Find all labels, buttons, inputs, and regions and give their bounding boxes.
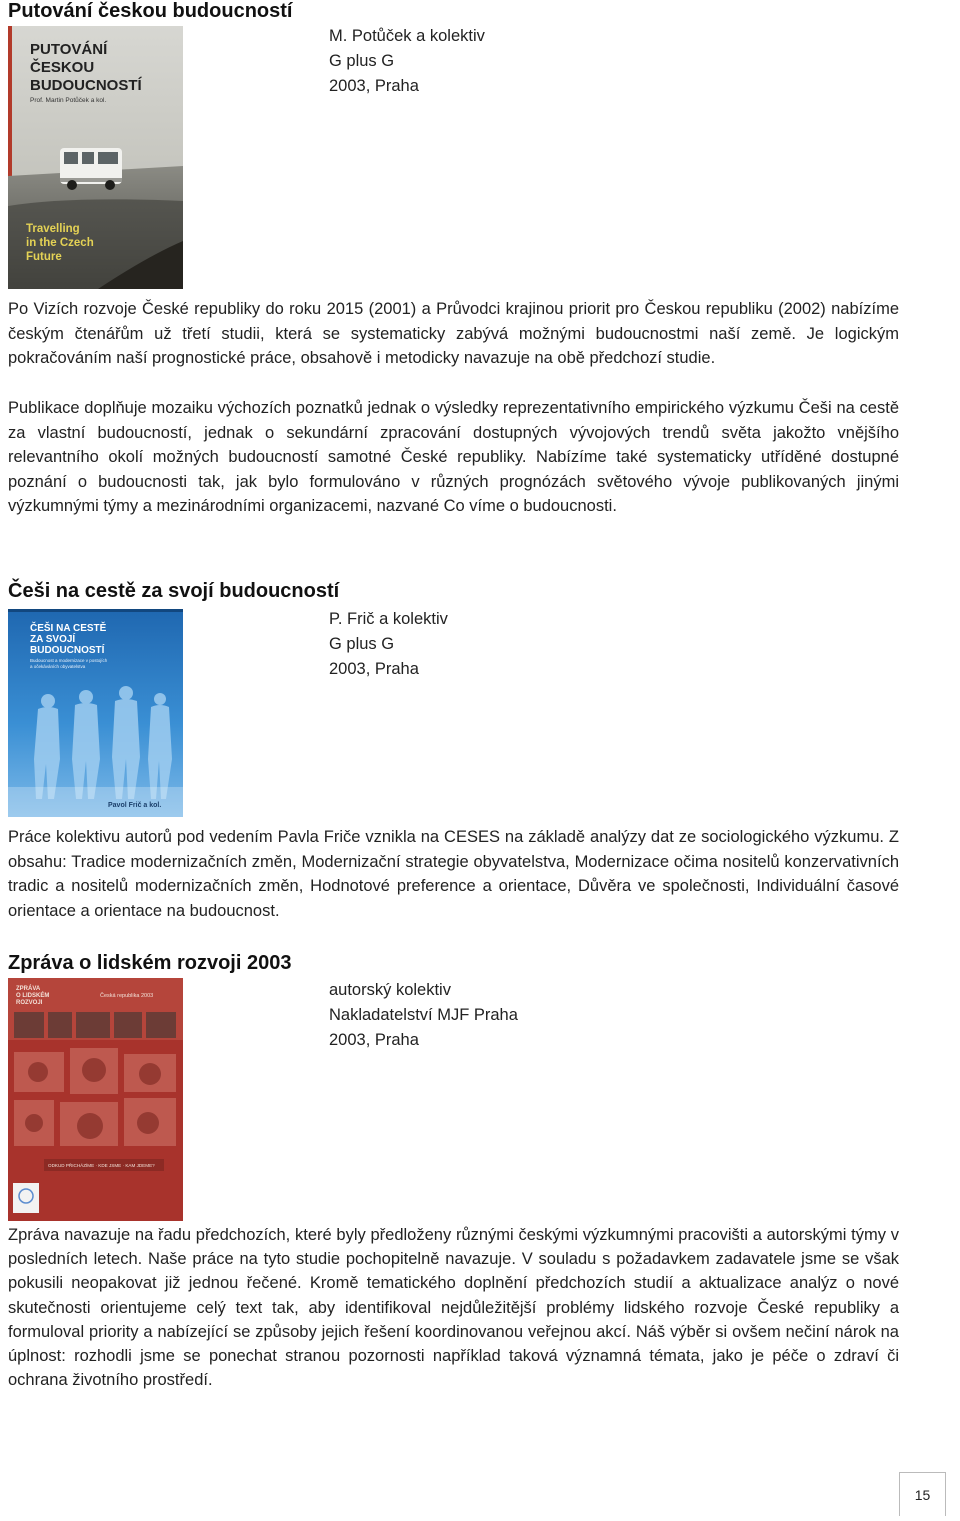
svg-text:ROZVOJI: ROZVOJI	[16, 1000, 43, 1006]
book3-publisher: Nakladatelství MJF Praha	[329, 1006, 518, 1024]
book2-authors: P. Frič a kolektiv	[329, 610, 448, 628]
svg-text:O LIDSKÉM: O LIDSKÉM	[16, 993, 50, 999]
book2-meta	[329, 607, 448, 682]
page-number: 15	[899, 1472, 946, 1516]
book2-title: Češi na cestě za svojí budoucností	[8, 580, 340, 602]
book3-title: Zpráva o lidském rozvoji 2003	[8, 952, 292, 974]
svg-text:Pavol Frič a kol.: Pavol Frič a kol.	[108, 802, 162, 809]
svg-text:BUDOUCNOSTÍ: BUDOUCNOSTÍ	[30, 77, 142, 94]
svg-text:Česká republika 2003: Česká republika 2003	[100, 993, 154, 999]
book1-cover-image	[8, 26, 183, 289]
svg-text:ODKUD PŘICHÁZÍME · KDE JSME ·: ODKUD PŘICHÁZÍME · KDE JSME · KAM JDEME?	[48, 1163, 155, 1168]
svg-text:Future: Future	[26, 251, 62, 263]
book3-authors: autorský kolektiv	[329, 981, 451, 999]
svg-text:a očekáváních obyvatelstva: a očekáváních obyvatelstva	[30, 664, 86, 669]
book1-authors: M. Potůček a kolektiv	[329, 27, 485, 45]
svg-text:ZA SVOJÍ: ZA SVOJÍ	[30, 634, 76, 645]
book1-meta	[329, 24, 485, 99]
book2-publisher: G plus G	[329, 635, 395, 653]
svg-text:ZPRÁVA: ZPRÁVA	[16, 986, 41, 992]
book1-publisher: G plus G	[329, 52, 395, 70]
book3-paragraph-1: Zpráva navazuje na řadu předchozích, které byly předloženy různými českými výzkumnými pracovišti a autorskými týmy v posledních letech. Naše práce na tyto studie pochopitelně navazuje. V souladu s požadavkem zadavatele jsme se však pokusili neopakovat již jednou řečené. Kromě tematického doplnění předchozích studií a aktualizace analýz o nové skutečnosti orientujeme celý text tak, aby identifikoval nejdůležitější problémy lidského rozvoje České republiky a formuloval priority a nabízející se způsoby jejich řešení koordinovanou veřejnou akcí. Náš výběr si ovšem nečiní nárok na úplnost: rozhodli jsme se ponechat stranou pozornosti například taková významná témata, jako je péče o zdraví či ochrana životního prostředí.	[8, 1226, 899, 1390]
book1-cover-art	[8, 26, 183, 289]
book1-title: Putování českou budoucností	[8, 0, 293, 22]
book1-year-place: 2003, Praha	[329, 77, 419, 95]
svg-text:BUDOUCNOSTÍ: BUDOUCNOSTÍ	[30, 645, 105, 656]
book2-cover-image	[8, 609, 183, 817]
svg-text:PUTOVÁNÍ: PUTOVÁNÍ	[30, 41, 108, 58]
svg-text:in the Czech: in the Czech	[26, 237, 94, 249]
book1-paragraph-1: Po Vizích rozvoje České republiky do roku 2015 (2001) a Průvodci krajinou priorit pro Českou republiku (2002) nabízíme českým čtenářům už třetí studii, která se systematicky zabývá možnými budoucnostmi naší země. Je logickým pokračováním naší prognostické práce, obsahově i metodicky navazuje na obě předchozí studie.	[8, 300, 899, 368]
svg-text:Travelling: Travelling	[26, 223, 80, 235]
book3-cover-art	[8, 978, 183, 1221]
svg-text:ČESKOU: ČESKOU	[30, 59, 95, 76]
book1-paragraph-2: Publikace doplňuje mozaiku výchozích poznatků jednak o výsledky reprezentativního empirického výzkumu Češi na cestě za vlastní budoucností, jednak o sekundární zpracování dostupných vývojových trendů světa jakožto vnějšího relevantního okolí možných budoucností samotné České republiky. Nabízíme také systematicky utříděné dostupné poznání o budoucnosti tak, jak bylo formulováno v různých prognózách světového vývoje publikovaných jinými výzkumnými týmy a mezinárodními organizacemi, nazvané Co víme o budoucnosti.	[8, 399, 899, 516]
book2-year-place: 2003, Praha	[329, 660, 419, 678]
book2-paragraph-1: Práce kolektivu autorů pod vedením Pavla Friče vznikla na CESES na základě analýzy dat ze sociologického výzkumu. Z obsahu: Tradice modernizačních změn, Modernizační strategie obyvatelstva, Modernizace očima nositelů konzervativních tradic a nositelů modernizačních změn, Hodnotové preference a orientace, Důvěra ve společnosti, Individuální časové orientace a orientace na budoucnost.	[8, 828, 899, 920]
book3-cover-image	[8, 978, 183, 1221]
svg-text:Budoucnost a modernizace v pos: Budoucnost a modernizace v postojích	[30, 658, 108, 663]
svg-text:Prof. Martin Potůček a kol.: Prof. Martin Potůček a kol.	[30, 97, 107, 104]
book3-year-place: 2003, Praha	[329, 1031, 419, 1049]
book2-cover-art	[8, 609, 183, 817]
svg-text:ČEŠI NA CESTĚ: ČEŠI NA CESTĚ	[30, 623, 107, 634]
book3-meta	[329, 978, 518, 1053]
